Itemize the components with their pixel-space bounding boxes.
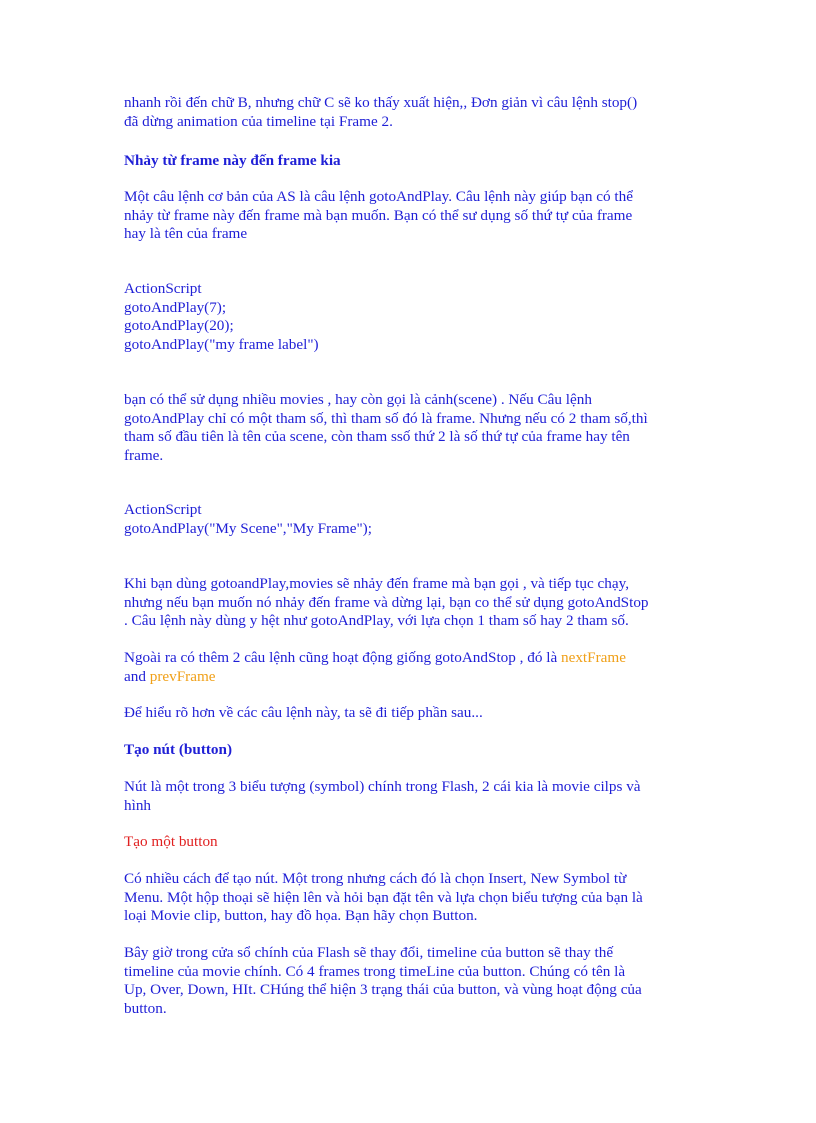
paragraph-gotoandplay-intro: Một câu lệnh cơ bản của AS là câu lệnh gotoAndPlay. Câu lệnh này giúp bạn có thể nhảy từ frame này đến frame mà bạn muốn. Bạn có thể sư dụng số thứ tự của frame hay là tên của frame xyxy=(124,188,633,242)
heading-create-button: Tạo nút (button) xyxy=(124,741,233,758)
paragraph-scenes: bạn có thể sử dụng nhiều movies , hay còn gọi là cảnh(scene) . Nếu Câu lệnh gotoAndPlay chỉ có một tham số, thì tham số đó là frame. Nhưng nếu có 2 tham số,thì tham số đầu tiên là tên của scene, còn tham ssố thứ 2 là số thứ tự của frame hay tên frame. xyxy=(124,391,648,464)
nextframe-link[interactable]: nextFrame xyxy=(560,649,626,666)
paragraph-button-symbol: Nút là một trong 3 biểu tượng (symbol) chính trong Flash, 2 cái kia là movie cilps và hình xyxy=(124,778,641,814)
paragraph-gotoandstop: Khi bạn dùng gotoandPlay,movies sẽ nhảy đến frame mà bạn gọi , và tiếp tục chạy, nhưng nếu bạn muốn nó nhảy đến frame và dừng lại, bạn co thể sử dụng gotoAndStop . Câu lệnh này dùng y hệt như gotoAndPlay, với lựa chọn 1 tham số hay 2 tham số. xyxy=(124,575,649,629)
prevframe-link[interactable]: prevFrame xyxy=(149,667,216,685)
subheading-create-a-button: Tạo một button xyxy=(124,833,218,850)
paragraph-button-timeline: Bây giờ trong cửa sổ chính của Flash sẽ thay đổi, timeline của button sẽ thay thế timeline của movie chính. Có 4 frames trong timeLine của button. Chúng có tên là Up, Over, Down, HIt. CHúng thể hiện 3 trạng thái của button, và vùng hoạt động của button. xyxy=(124,944,642,1017)
heading-goto-frame: Nhảy từ frame này đến frame kia xyxy=(124,152,341,169)
paragraph-next-prev-frame: Ngoài ra có thêm 2 câu lệnh cũng hoạt động giống gotoAndStop , đó là nextFrame and prevFrame xyxy=(124,649,626,685)
code-block-scene: ActionScript gotoAndPlay("My Scene","My Frame"); xyxy=(124,501,372,537)
code-block-gotoandplay: ActionScript gotoAndPlay(7); gotoAndPlay(20); gotoAndPlay("my frame label") xyxy=(124,280,319,353)
paragraph-stop-explanation: nhanh rồi đến chữ B, nhưng chữ C sẽ ko thấy xuất hiện,, Đơn giản vì câu lệnh stop() đã dừng animation của timeline tại Frame 2. xyxy=(124,94,638,130)
paragraph-insert-symbol: Có nhiều cách để tạo nút. Một trong nhưng cách đó là chọn Insert, New Symbol từ Menu. Một hộp thoại sẽ hiện lên và hỏi bạn đặt tên và lựa chọn biểu tượng của bạn là loại Movie clip, button, hay đồ họa. Bạn hãy chọn Button. xyxy=(124,870,643,924)
paragraph-continue: Để hiểu rõ hơn về các câu lệnh này, ta sẽ đi tiếp phần sau... xyxy=(124,704,483,721)
